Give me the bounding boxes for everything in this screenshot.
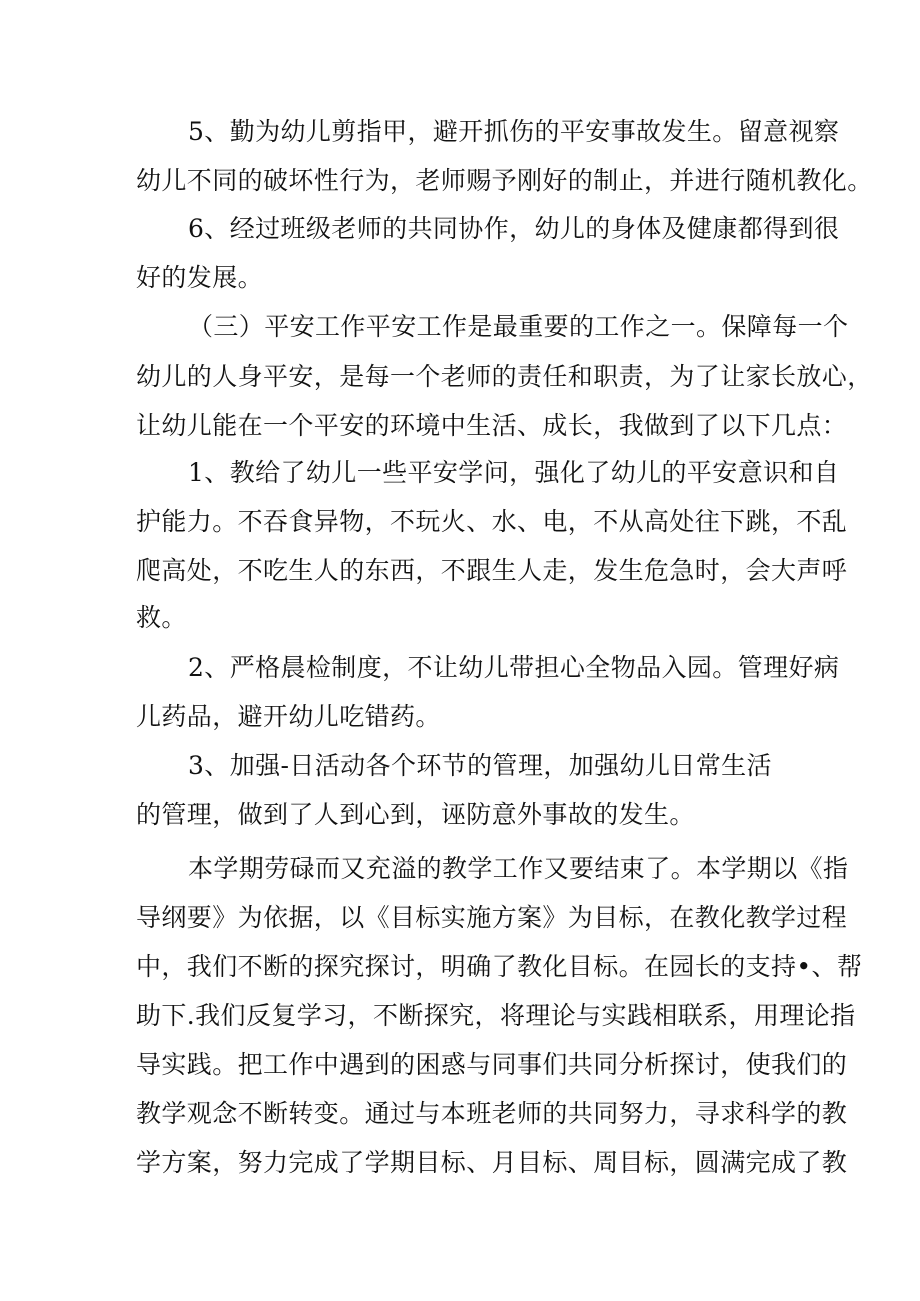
- text-line: 救。: [136, 603, 187, 632]
- text-line: 的管理，做到了人到心到，诬防意外事故的发生。: [136, 800, 695, 829]
- text-line: 本学期劳碌而又充溢的教学工作又要结束了。本学期以《指: [188, 854, 849, 883]
- text-line: 1、教给了幼儿一些平安学问，强化了幼儿的平安意识和自: [188, 458, 840, 487]
- text-line: 导实践。把工作中遇到的困惑与同事们共同分析探讨，使我们的: [136, 1050, 848, 1079]
- text-line: 3、加强-日活动各个环节的管理，加强幼儿日常生活: [188, 751, 772, 780]
- text-line: （三）平安工作平安工作是最重要的工作之一。保障每一个: [188, 312, 849, 341]
- text-line: 幼儿不同的破坏性行为，老师赐予刚好的制止，并进行随机教化。: [136, 166, 873, 195]
- text-line: 护能力。不吞食异物，不玩火、水、电，不从高处往下跳，不乱: [136, 507, 848, 536]
- text-line: 2、严格晨检制度，不让幼儿带担心全物品入园。管理好病: [188, 653, 840, 682]
- text-line: 中，我们不断的探究探讨，明确了教化目标。在园长的支持•、帮: [136, 952, 863, 981]
- text-line: 好的发展。: [136, 263, 264, 292]
- text-line: 导纲要》为依据，以《目标实施方案》为目标，在教化教学过程: [136, 903, 848, 932]
- text-line: 6、经过班级老师的共同协作，幼儿的身体及健康都得到很: [188, 214, 840, 243]
- text-line: 学方案，努力完成了学期目标、月目标、周目标，圆满完成了教: [136, 1148, 848, 1177]
- text-line: 爬高处，不吃生人的东西，不跟生人走，发生危急时，会大声呼: [136, 556, 848, 585]
- text-line: 教学观念不断转变。通过与本班老师的共同努力，寻求科学的教: [136, 1099, 848, 1128]
- text-line: 助下.我们反复学习，不断探究，将理论与实践相联系，用理论指: [136, 1001, 856, 1030]
- text-line: 让幼儿能在一个平安的环境中生活、成长，我做到了以下几点：: [136, 411, 848, 440]
- text-line: 幼儿的人身平安，是每一个老师的责任和职责，为了让家长放心，: [136, 362, 873, 391]
- text-line: 儿药品，避开幼儿吃错药。: [136, 702, 441, 731]
- text-line: 5、勤为幼儿剪指甲，避开抓伤的平安事故发生。留意视察: [188, 117, 840, 146]
